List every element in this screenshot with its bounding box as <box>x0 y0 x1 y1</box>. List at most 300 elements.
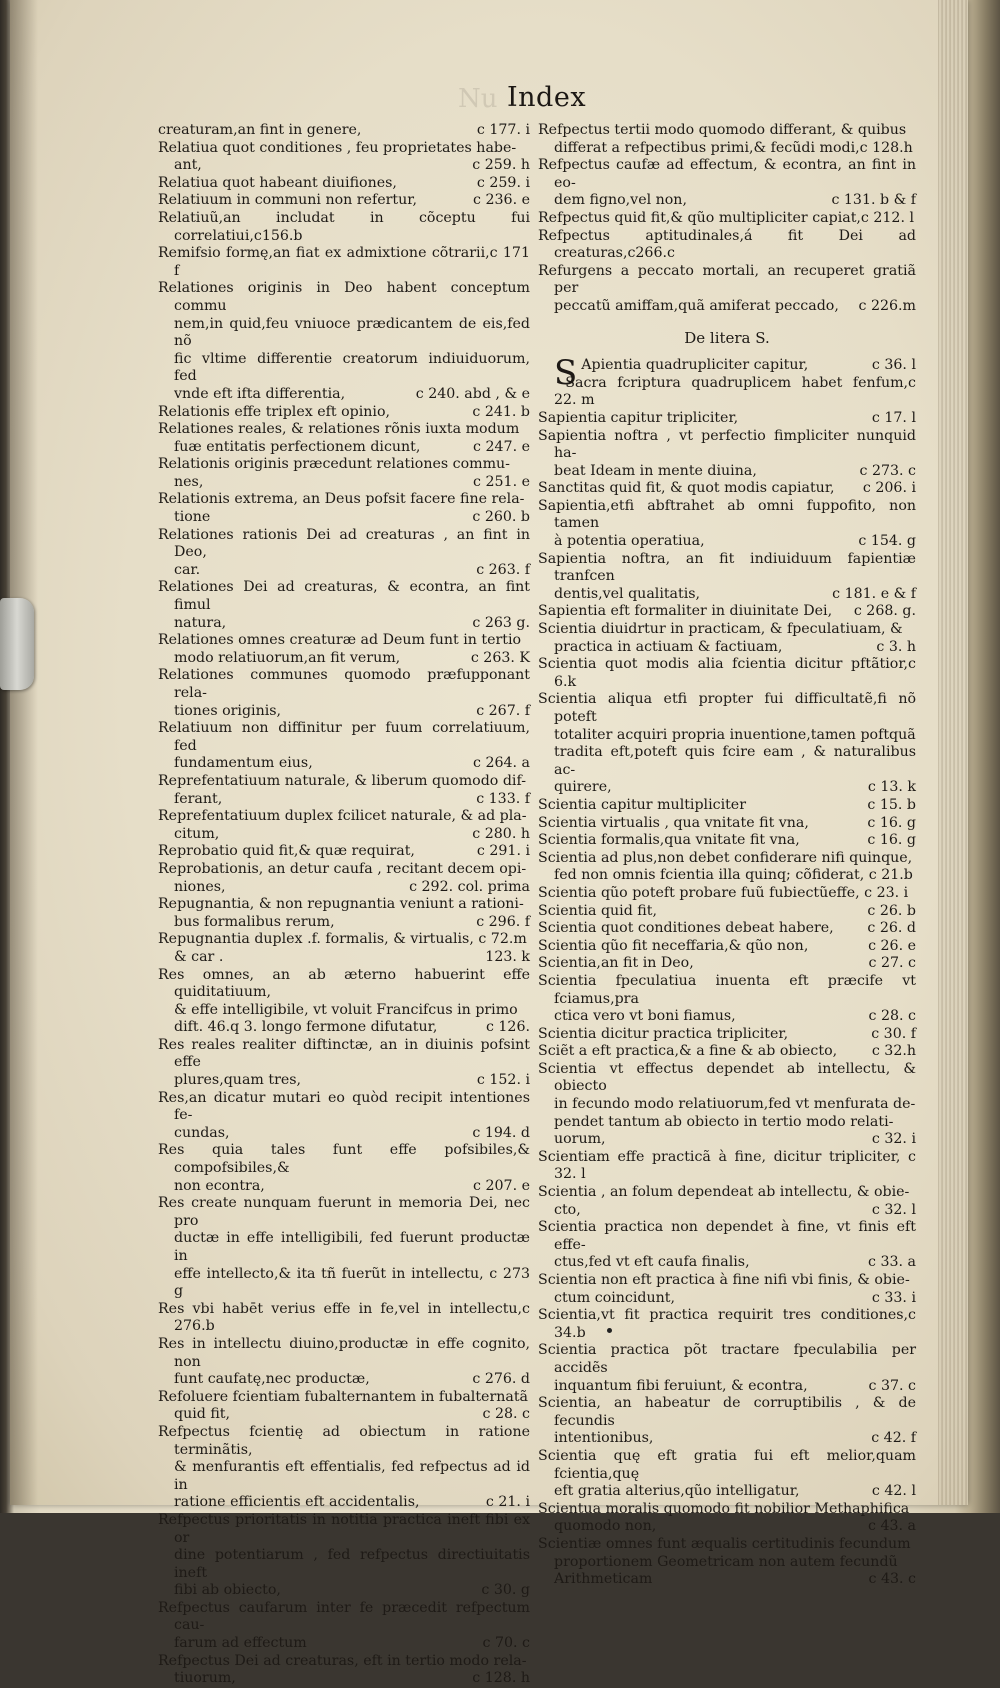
index-entry <box>538 551 916 586</box>
index-entry <box>158 843 530 861</box>
index-entry-reference: c 32. l <box>871 1201 916 1218</box>
index-entry-reference: c 268. g. <box>853 603 916 620</box>
index-entry <box>538 1061 916 1096</box>
page-gutter-shadow <box>10 0 38 1505</box>
index-entry-text: Refpectus prioritatis in notitia practica ineft fibi ex or <box>158 1511 530 1546</box>
index-entry <box>538 938 916 956</box>
decorated-initial: S <box>554 353 578 394</box>
index-entry <box>158 632 530 650</box>
index-entry-text: dine potentiarum , fed refpectus directiuitatis ineft <box>174 1547 530 1581</box>
index-entry-reference: c 133. f <box>476 790 530 807</box>
index-entry <box>538 263 916 298</box>
index-entry <box>538 1026 916 1044</box>
index-entry <box>158 439 530 457</box>
index-entry <box>158 1371 530 1389</box>
index-entry <box>538 1518 916 1536</box>
index-entry-text: Refpectus caufæ ad effectum, & econtra, an fint in eo- <box>538 157 916 191</box>
index-entry-text: tiuorum, <box>174 1670 236 1687</box>
index-entry-text: Relatiuum non diffinitur per fuum correlatiuum, fed <box>158 720 530 754</box>
index-entry <box>158 140 530 158</box>
index-entry <box>158 861 530 879</box>
index-entry-text: & menfurantis eft effentialis, fed refpectus ad id in <box>174 1459 530 1493</box>
index-entry <box>538 1114 916 1132</box>
index-entry-text: non econtra, <box>174 1177 265 1194</box>
index-entry <box>158 1459 530 1494</box>
index-entry-reference: c 263 g. <box>472 614 530 631</box>
index-entry <box>538 157 916 192</box>
index-entry <box>538 498 916 533</box>
index-entry-reference: c 43. c <box>868 1571 916 1588</box>
index-entry-reference: c 26. e <box>868 937 916 954</box>
index-entry <box>158 421 530 439</box>
index-entry <box>538 1342 916 1377</box>
index-entry-text: Scientia ad plus,non debet confiderare nifi quinque, <box>538 849 913 866</box>
index-entry-text: quid fit, <box>174 1406 231 1423</box>
index-entry-reference: c 128. h <box>472 1670 530 1687</box>
index-entry <box>538 656 916 691</box>
index-entry-text: tradita eft,poteft quis fcire eam , & naturalibus ac- <box>554 744 916 778</box>
book-page <box>10 0 968 1687</box>
index-entry-text: Scientia qũo poteft probare fuũ fubiectũeffe, c 23. i <box>538 884 909 901</box>
index-entry-text: plures,quam tres, <box>174 1072 302 1089</box>
index-entry-text: in fecundo modo relatiuorum,fed vt menfurata de- <box>554 1096 916 1113</box>
index-entry <box>538 1149 916 1184</box>
index-entry-text: funt caufatę,nec productæ, <box>174 1371 370 1388</box>
index-entry-text: totaliter acquiri propria inuentione,tamen poftquã <box>554 726 916 743</box>
index-entry-reference: c 259. h <box>472 157 530 174</box>
index-entry-reference: c 28. c <box>868 1008 916 1025</box>
index-entry <box>158 931 530 949</box>
index-entry <box>158 1635 530 1653</box>
index-entry <box>538 1448 916 1483</box>
index-entry <box>538 832 916 850</box>
index-entry <box>538 691 916 726</box>
index-entry-text: Scientia virtualis , qua vnitate fit vna, <box>538 814 809 831</box>
index-entry-text: vnde eft ifta differentia, <box>174 385 346 402</box>
index-entry-text: Repugnantia duplex .f. formalis, & virtualis, c 72.m <box>158 931 527 948</box>
index-entry <box>158 386 530 404</box>
index-entry-text: Scientua moralis quomodo fit nobilior Methaphifica <box>538 1500 910 1517</box>
index-entry-reference: c 273. c <box>859 462 916 479</box>
index-entry <box>538 1219 916 1254</box>
index-entry-reference: c 16. g <box>867 814 916 831</box>
index-entry-reference: c 126. <box>485 1019 530 1036</box>
index-entry-text: Scientia quę eft gratia fui eft melior,quam fcientia,quę <box>538 1447 916 1482</box>
index-column-left <box>158 122 530 1688</box>
index-entry <box>538 1290 916 1308</box>
index-entry <box>158 1037 530 1072</box>
index-entry <box>158 474 530 492</box>
index-entry-text: quirere, <box>554 779 612 796</box>
index-entry-text: Arithmeticam <box>554 1571 653 1588</box>
index-entry <box>158 1406 530 1424</box>
index-entry-reference: c 131. b & f <box>831 192 916 209</box>
index-entry-text: ferant, <box>174 790 223 807</box>
index-entry <box>538 428 916 463</box>
index-entry-text: quomodo non, <box>554 1518 657 1535</box>
index-entry <box>538 140 916 158</box>
index-column-right-s-entries <box>538 353 916 1589</box>
index-entry-text: tiones originis, <box>174 702 282 719</box>
index-entry <box>158 703 530 721</box>
index-entry-text: proportionem Geometricam non autem fecundũ <box>554 1553 898 1570</box>
index-entry <box>538 533 916 551</box>
index-entry <box>538 779 916 797</box>
index-entry-text: Relationes rationis Dei ad creaturas , an fint in Deo, <box>158 526 530 561</box>
index-entry-reference: c 21. i <box>485 1494 530 1511</box>
index-entry-text: nes, <box>174 473 204 490</box>
index-entry-text: pendet tantum ab obiecto in tertio modo relati- <box>554 1113 894 1130</box>
index-entry <box>538 228 916 263</box>
index-entry-text: citum, <box>174 825 220 842</box>
index-entry <box>538 298 916 316</box>
index-entry <box>158 896 530 914</box>
index-entry <box>538 1131 916 1149</box>
index-entry-reference: c 152. i <box>476 1072 530 1089</box>
index-entry-text: Apientia quadrupliciter capitur, <box>581 357 809 374</box>
index-entry <box>538 867 916 885</box>
index-entry <box>538 480 916 498</box>
index-entry-text: cto, <box>554 1201 581 1218</box>
index-entry-text: Refpectus quid fit,& qũo multipliciter capiat,c 212. l <box>538 209 914 226</box>
index-entry-text: Res omnes, an ab æterno habuerint effe quiditatiuum, <box>158 966 530 1001</box>
index-entry-reference: c 43. a <box>868 1518 916 1535</box>
index-entry-text: car. <box>174 561 201 578</box>
index-entry-reference: c 263. f <box>476 561 530 578</box>
index-entry-text: Refurgens a peccato mortali, an recuperet gratiã per <box>538 262 916 297</box>
index-entry <box>158 773 530 791</box>
index-entry <box>158 491 530 509</box>
index-entry <box>538 885 916 903</box>
index-entry <box>158 1653 530 1671</box>
index-entry-reference: c 280. h <box>472 825 530 842</box>
index-entry-text: Sapientia,etfi abftrahet ab omni fuppofito, non tamen <box>538 497 916 532</box>
index-entry <box>158 280 530 315</box>
index-entry <box>158 456 530 474</box>
index-entry <box>158 509 530 527</box>
index-entry-reference: c 33. a <box>868 1254 916 1271</box>
index-entry <box>158 245 530 280</box>
index-entry-reference: c 27. c <box>868 955 916 972</box>
index-entry-reference: c 181. e & f <box>832 585 916 602</box>
index-entry-text: Scientia quot conditiones debeat habere, <box>538 920 834 937</box>
index-entry <box>538 727 916 745</box>
index-entry-text: Relationis extrema, an Deus pofsit facere fine rela- <box>158 491 525 508</box>
index-entry-reference: c 259. i <box>476 174 530 191</box>
index-entry-text: Reprefentatiuum naturale, & liberum quomodo dif- <box>158 772 527 789</box>
index-entry <box>158 1512 530 1547</box>
index-entry <box>538 1096 916 1114</box>
index-entry <box>158 579 530 614</box>
index-entry-text: Scientia quid fit, <box>538 902 657 919</box>
index-entry-reference: c 17. l <box>871 409 916 426</box>
index-entry <box>538 973 916 1008</box>
index-entry-text: Relationes originis in Deo habent conceptum commu <box>158 280 530 314</box>
index-entry-text: Repugnantia, & non repugnantia veniunt a rationi- <box>158 896 524 913</box>
index-entry <box>538 621 916 639</box>
running-head: Index <box>507 82 587 113</box>
index-entry <box>538 1254 916 1272</box>
index-entry <box>158 316 530 351</box>
index-entry-reference: c 42. l <box>871 1483 916 1500</box>
index-entry <box>538 1272 916 1290</box>
index-entry <box>538 1536 916 1554</box>
index-entry <box>538 1571 916 1589</box>
page-fore-edge <box>938 0 968 1505</box>
index-entry-text: Refpectus tertii modo quomodo differant, & quibus <box>538 122 907 138</box>
index-entry <box>538 210 916 228</box>
index-entry-text: Scientia,an fit in Deo, <box>538 955 694 972</box>
index-entry <box>158 527 530 562</box>
index-entry-text: natura, <box>174 614 227 631</box>
index-entry <box>538 850 916 868</box>
index-entry-text: nem,in quid,feu vniuoce prædicantem de eis,fed nõ <box>174 315 530 350</box>
index-entry-text: uorum, <box>554 1131 606 1148</box>
index-entry-text: Sapientia noftra, an fit indiuiduum fapientiæ tranfcen <box>538 550 916 585</box>
index-entry-text: Relatiua quot habeant diuifiones, <box>158 174 397 191</box>
index-entry-text: Scientia, an habeatur de corruptibilis , & de fecundis <box>538 1395 916 1429</box>
index-entry-text: Res quia tales funt effe pofsibiles,& compofsibiles,& <box>158 1142 530 1177</box>
index-entry <box>158 1195 530 1230</box>
index-entry <box>538 410 916 428</box>
index-entry-text: ctica vero vt boni fiamus, <box>554 1008 736 1025</box>
index-entry <box>158 175 530 193</box>
index-entry <box>538 463 916 481</box>
index-entry <box>158 615 530 633</box>
index-entry-text: Relatiuũ,an includat in cõceptu fui correlatiui,c156.b <box>158 209 530 244</box>
index-entry-reference: c 207. e <box>473 1177 530 1194</box>
index-entry <box>158 755 530 773</box>
index-entry <box>158 1494 530 1512</box>
index-entry <box>158 667 530 702</box>
index-entry <box>538 797 916 815</box>
index-entry-text: Res reales realiter diftinctæ, an in diuinis pofsint effe <box>158 1036 530 1071</box>
index-entry-reference: c 247. e <box>473 438 530 455</box>
index-entry-text: Scientia capitur multipliciter <box>538 796 746 813</box>
index-entry <box>158 720 530 755</box>
index-entry-text: Scientia formalis,qua vnitate fit vna, <box>538 832 800 849</box>
index-entry-text: inquantum fibi feruiunt, & econtra, <box>554 1377 808 1394</box>
index-entry <box>538 122 916 140</box>
index-entry-text: Scientia qũo fit neceffaria,& qũo non, <box>538 937 809 954</box>
index-entry-reference: c 267. f <box>476 702 530 719</box>
index-entry-text: cundas, <box>174 1124 230 1141</box>
index-entry-text: Res in intellectu diuino,productæ in effe cognito, non <box>158 1335 530 1370</box>
index-entry <box>538 1395 916 1430</box>
index-entry-text: Reprobatio quid fit,& quæ requirat, <box>158 843 415 860</box>
index-entry-text: fuæ entitatis perfectionem dicunt, <box>174 438 421 455</box>
index-entry-text: Remifsio formę,an fiat ex admixtione cõtrarii,c 171 f <box>158 245 530 279</box>
index-entry <box>538 1483 916 1501</box>
index-entry-text: Refoluere fcientiam fubalternantem in fubalternatã <box>158 1388 528 1405</box>
index-entry <box>158 1142 530 1177</box>
index-entry <box>158 808 530 826</box>
index-entry-text: Scientiam effe practicã à fine, dicitur tripliciter, c 32. l <box>538 1148 916 1183</box>
index-entry-text: tione <box>174 509 211 526</box>
index-entry-text: fundamentum eius, <box>174 755 313 772</box>
index-entry <box>158 1072 530 1090</box>
index-entry-reference: c 32. i <box>871 1131 916 1148</box>
index-entry <box>158 1600 530 1635</box>
index-entry <box>538 639 916 657</box>
index-entry-reference: c 276. d <box>472 1371 530 1388</box>
index-entry-text: intentionibus, <box>554 1430 654 1447</box>
index-entry-text: & effe intelligibile, vt voluit Francifcus in primo <box>174 1001 518 1018</box>
index-entry-reference: c 70. c <box>482 1635 530 1652</box>
index-entry-text: modo relatiuorum,an fit verum, <box>174 649 401 666</box>
index-entry-reference: c 292. col. prima <box>409 878 530 895</box>
index-entry-text: Sapientia capitur tripliciter, <box>538 409 739 426</box>
clip-tab <box>0 598 34 690</box>
index-entry-text: ratione efficientis eft accidentalis, <box>174 1494 420 1511</box>
index-entry <box>158 1002 530 1020</box>
index-entry <box>158 1670 530 1688</box>
index-column-right <box>538 122 916 1589</box>
index-entry <box>538 586 916 604</box>
index-entry <box>158 1230 530 1265</box>
index-entry <box>158 967 530 1002</box>
index-entry-text: differat a refpectibus primi,& fecũdi modi,c 128.h <box>554 139 913 156</box>
index-entry <box>538 1430 916 1448</box>
index-entry-text: Relationis effe triplex eft opinio, <box>158 403 390 420</box>
index-entry <box>538 1008 916 1026</box>
index-entry-text: fed non omnis fcientia illa quinq; cõfiderat, c 21.b <box>554 867 913 884</box>
index-entry-reference: c 236. e <box>473 192 530 209</box>
index-entry <box>538 744 916 779</box>
index-entry-text: effe intellecto,& ita tñ fuerũt in intellectu, c 273 g <box>174 1265 530 1300</box>
index-entry <box>538 1501 916 1519</box>
index-entry <box>158 1266 530 1301</box>
index-entry <box>158 192 530 210</box>
index-entry-text: practica in actiuam & factiuam, <box>554 638 783 655</box>
index-entry-text: Refpectus Dei ad creaturas, eft in tertio modo rela- <box>158 1652 527 1669</box>
index-entry <box>158 949 530 967</box>
index-entry-text: bus formalibus rerum, <box>174 913 335 930</box>
index-entry <box>158 404 530 422</box>
index-entry-reference: c 154. g <box>858 533 916 550</box>
index-entry-reference: c 3. h <box>876 638 916 655</box>
index-entry-text: Res create nunquam fuerunt in memoria Dei, nec pro <box>158 1195 530 1229</box>
index-entry-text: Relationes omnes creaturæ ad Deum funt in tertio <box>158 632 522 649</box>
index-entry <box>158 1424 530 1459</box>
index-entry-reference: c 296. f <box>476 913 530 930</box>
index-entry-text: Relationes reales, & relationes rõnis iuxta modum <box>158 421 520 438</box>
index-entry-text: beat Ideam in mente diuina, <box>554 462 757 479</box>
index-entry <box>538 1307 916 1342</box>
index-entry-reference: c 33. i <box>871 1289 916 1306</box>
index-entry-reference: c 13. k <box>867 779 916 796</box>
index-entry-text: Relationis originis præcedunt relationes commu- <box>158 456 510 473</box>
index-entry-reference: c 16. g <box>867 832 916 849</box>
index-entry-reference: c 30. f <box>871 1025 916 1042</box>
index-entry-reference: c 28. c <box>482 1406 530 1423</box>
index-entry-reference: c 37. c <box>868 1377 916 1394</box>
index-entry <box>158 1547 530 1582</box>
index-entry-text: Relatiua quot conditiones , feu proprietates habe- <box>158 139 517 156</box>
index-entry <box>158 1019 530 1037</box>
index-entry-text: fibi ab obiecto, <box>174 1582 281 1599</box>
index-entry <box>158 1125 530 1143</box>
index-entry-text: ant, <box>174 157 202 174</box>
index-entry-text: Refpectus aptitudinales,á fit Dei ad creaturas,c266.c <box>538 227 916 262</box>
index-entry-text: Relatiuum in communi non refertur, <box>158 192 417 209</box>
index-entry <box>158 351 530 386</box>
index-column-right-r-entries <box>538 122 916 316</box>
index-entry <box>538 1043 916 1061</box>
index-entry <box>538 920 916 938</box>
index-entry-reference: c 264. a <box>472 755 530 772</box>
index-entry-text: Scientia fpeculatiua inuenta eft præcife vt fciamus,pra <box>538 972 916 1007</box>
index-entry-text: Scientia non eft practica à fine nifi vbi finis, & obie- <box>538 1272 910 1288</box>
index-entry-text: peccatũ amiffam,quã amiferat peccado, <box>554 297 839 314</box>
index-entry-text: Scientia practica põt tractare fpeculabilia per accidẽs <box>538 1342 916 1376</box>
index-entry <box>158 210 530 245</box>
index-entry-text: Sacra fcriptura quadruplicem habet fenfum,c 22. m <box>554 374 916 409</box>
index-entry-reference: c 206. i <box>862 480 916 497</box>
index-entry-text: dift. 46.q 3. longo fermone difutatur, <box>174 1019 438 1036</box>
index-entry-reference: c 30. g <box>481 1582 530 1599</box>
index-entry-text: Reprobationis, an detur caufa , recitant decem opi- <box>158 860 527 877</box>
index-entry <box>538 903 916 921</box>
index-entry-text: eft gratia alterius,qũo intelligatur, <box>554 1483 800 1500</box>
index-entry-text: creaturam,an fint in genere, <box>158 122 362 138</box>
index-entry <box>538 815 916 833</box>
index-entry-text: Refpectus caufarum inter fe præcedit refpectum cau- <box>158 1599 530 1634</box>
index-entry-text: niones, <box>174 878 226 895</box>
index-entry-text: Relationes Dei ad creaturas, & econtra, an fint fimul <box>158 579 530 614</box>
index-entry <box>538 192 916 210</box>
index-entry-text: Scientia dicitur practica tripliciter, <box>538 1025 789 1042</box>
index-entry-text: ductæ in effe intelligibili, fed fuerunt productæ in <box>174 1230 530 1264</box>
index-entry <box>538 1184 916 1202</box>
index-entry <box>158 791 530 809</box>
index-entry-reference: c 260. b <box>472 509 530 526</box>
index-entry <box>158 1301 530 1336</box>
ink-dot <box>607 1328 612 1333</box>
index-entry-reference: 123. k <box>485 948 530 965</box>
index-entry <box>538 603 916 621</box>
index-entry-text: Scientia practica non dependet à fine, vt finis eft effe- <box>538 1219 916 1253</box>
index-entry <box>158 1389 530 1407</box>
index-entry-text: Scientia,vt fit practica requirit tres conditiones,c 34.b <box>538 1307 916 1341</box>
index-entry-text: Sapientia eft formaliter in diuinitate Dei, <box>538 603 833 620</box>
index-entry-reference: c 263. K <box>470 649 530 666</box>
index-entry-text: ctus,fed vt eft caufa finalis, <box>554 1254 750 1271</box>
index-entry-text: fic vltime differentie creatorum indiuiduorum, fed <box>174 350 530 385</box>
index-entry-text: Sanctitas quid fit, & quot modis capiatur, <box>538 480 835 497</box>
index-entry <box>158 1178 530 1196</box>
index-entry-reference: c 15. b <box>867 796 916 813</box>
index-entry-reference: c 251. e <box>473 473 530 490</box>
index-entry-text: Reprefentatiuum duplex fcilicet naturale, & ad pla- <box>158 808 527 825</box>
index-entry-text: Scientia quot modis alia fcientia dicitur pftãtior,c 6.k <box>538 656 916 690</box>
index-entry-reference: c 241. b <box>472 403 530 420</box>
index-entry <box>538 1378 916 1396</box>
index-entry-reference: c 240. abd , & e <box>415 385 530 402</box>
index-entry-text: dentis,vel qualitatis, <box>554 585 701 602</box>
index-entry <box>158 826 530 844</box>
index-entry-reference: c 32.h <box>871 1043 916 1060</box>
index-entry <box>538 955 916 973</box>
index-entry <box>158 1336 530 1371</box>
index-entry <box>158 562 530 580</box>
index-entry <box>538 1202 916 1220</box>
index-entry <box>158 1582 530 1600</box>
index-entry-text: Scientia aliqua etfi propter fui difficultatẽ,fi nõ poteft <box>538 691 916 725</box>
index-entry <box>158 914 530 932</box>
index-entry-text: Sapientia noftra , vt perfectio fimpliciter nunquid ha- <box>538 427 916 462</box>
index-entry-reference: c 42. f <box>871 1430 916 1447</box>
